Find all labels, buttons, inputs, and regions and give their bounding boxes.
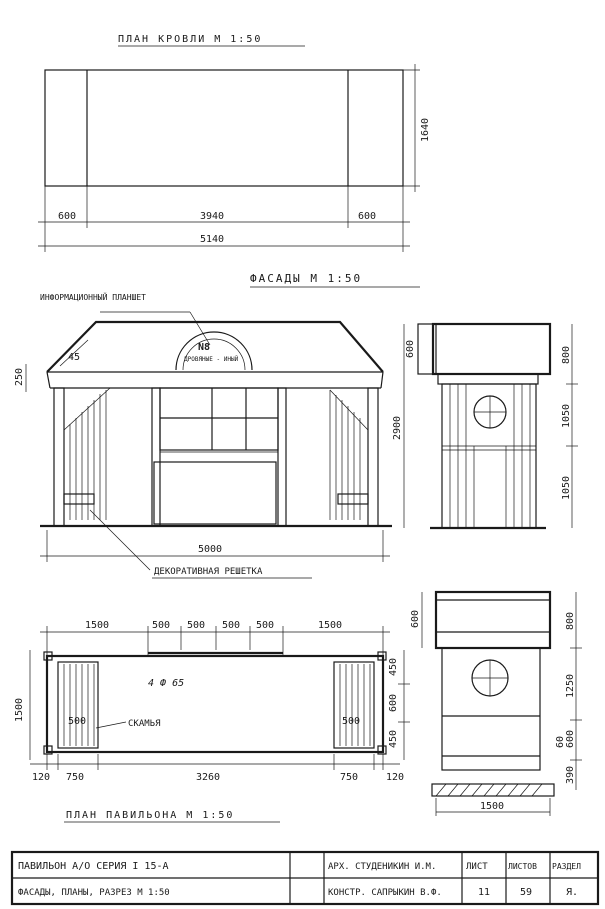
plan-top-dim-1: 1500: [85, 620, 110, 631]
board-number: N8: [198, 342, 211, 353]
board-text: ДРОВЯНЫЕ - ИНЫЙ: [184, 356, 239, 363]
roof-angle: 45: [68, 352, 81, 363]
tb-sheets-header: ЛИСТОВ: [508, 862, 537, 871]
info-board-label: ИНФОРМАЦИОННЫЙ ПЛАНШЕТ: [40, 293, 146, 302]
side-roof-dim: 600: [405, 339, 416, 358]
section-dim-1: 800: [565, 611, 576, 630]
plan-bottom-dim-5: 120: [386, 772, 405, 783]
roof-dim-middle: 3940: [200, 211, 225, 222]
side-facade: [404, 324, 578, 528]
plan-bottom-dim-4: 750: [340, 772, 359, 783]
section-width: 1500: [480, 801, 505, 812]
front-facade: [40, 322, 392, 526]
section-left-dim: 600: [410, 609, 421, 628]
section-dim-2: 1250: [565, 673, 576, 698]
pavilion-plan-title: ПЛАН ПАВИЛЬОНА М 1:50: [66, 810, 235, 821]
bench-label: СКАМЬЯ: [128, 719, 161, 729]
tb-constructor: КОНСТР. САПРЫКИН В.Ф.: [328, 888, 442, 898]
grille-label: ДЕКОРАТИВНАЯ РЕШЕТКА: [154, 567, 263, 577]
section-dim-3: 60: [555, 735, 566, 748]
side-top-dim: 800: [561, 345, 572, 364]
side-mid-dim: 1050: [561, 403, 572, 428]
section-dim-4: 600: [565, 729, 576, 748]
roof-dim-right: 600: [358, 211, 377, 222]
tb-sheets: 59: [520, 887, 533, 898]
tb-sheet-header: ЛИСТ: [466, 862, 488, 872]
bench-width-right: 500: [342, 716, 361, 727]
roof-plan-title: ПЛАН КРОВЛИ М 1:50: [118, 34, 263, 45]
plan-bottom-dim-3: 3260: [196, 772, 221, 783]
section-dim-5: 390: [565, 765, 576, 784]
plan-depth: 1500: [14, 697, 25, 722]
plan-right-dim-3: 450: [388, 729, 399, 748]
plan-top-dim-6: 1500: [318, 620, 343, 631]
plan-top-dim-3: 500: [187, 620, 206, 631]
tb-section: Я.: [566, 887, 579, 898]
tb-title: ПАВИЛЬОН А/О СЕРИЯ I 15-А: [18, 861, 169, 872]
eave-height: 250: [14, 367, 25, 386]
plan-bottom-dim-1: 120: [32, 772, 51, 783]
plan-right-dim-1: 450: [388, 657, 399, 676]
bench-width-left: 500: [68, 716, 87, 727]
roof-dim-total: 5140: [200, 234, 225, 245]
tb-subtitle: ФАСАДЫ, ПЛАНЫ, РАЗРЕЗ М 1:50: [18, 888, 170, 898]
side-bottom-dim: 1050: [561, 475, 572, 500]
facades-title: ФАСАДЫ М 1:50: [250, 272, 363, 285]
pipe-label: 4 Ф 65: [148, 678, 185, 689]
plan-top-dim-5: 500: [256, 620, 275, 631]
section-view: [422, 592, 582, 816]
pavilion-plan: [30, 626, 410, 770]
roof-plan: [38, 64, 420, 252]
facade-width: 5000: [198, 544, 223, 555]
plan-bottom-dim-2: 750: [66, 772, 85, 783]
plan-top-dim-4: 500: [222, 620, 241, 631]
plan-top-dim-2: 500: [152, 620, 171, 631]
tb-section-header: РАЗДЕЛ: [552, 862, 581, 871]
tb-sheet: 11: [478, 887, 491, 898]
plan-right-dim-2: 600: [388, 693, 399, 712]
tb-architect: АРХ. СТУДЕНИКИН И.М.: [328, 862, 437, 872]
roof-dim-depth: 1640: [420, 117, 431, 142]
side-height-dim: 2900: [392, 415, 403, 440]
roof-dim-left: 600: [58, 211, 77, 222]
